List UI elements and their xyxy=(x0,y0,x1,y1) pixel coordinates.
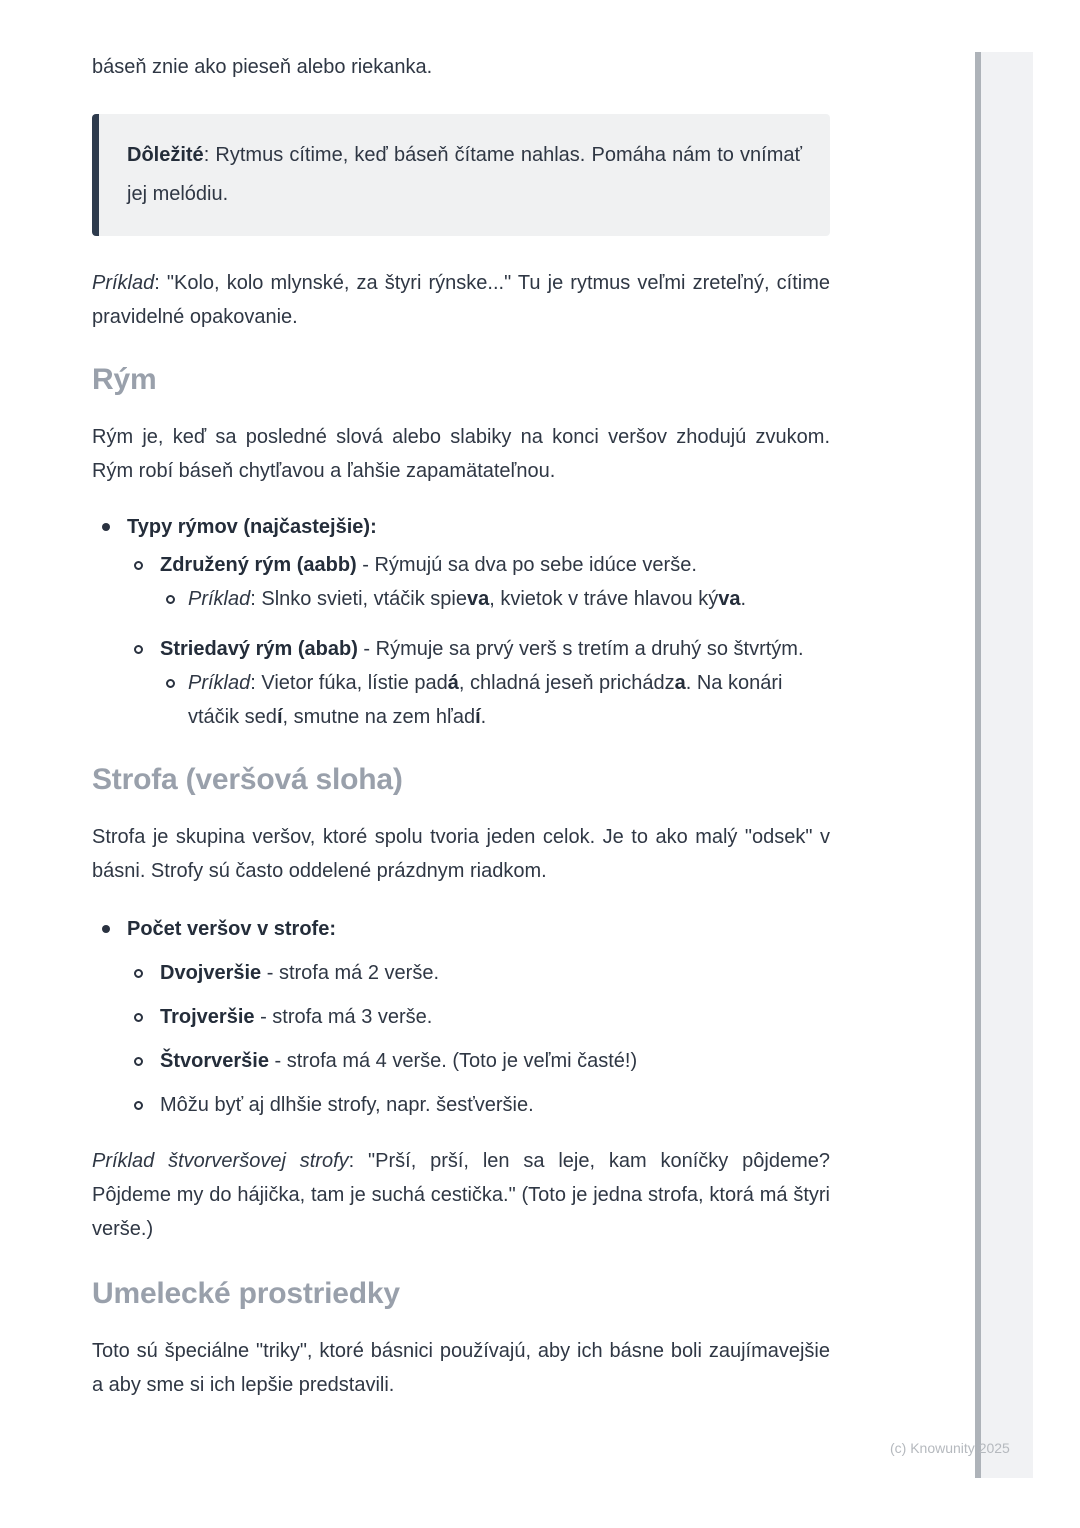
list-item-stvorversie xyxy=(92,1044,830,1078)
list-item-zdruzeny-example xyxy=(92,582,830,616)
list-item-text: Dvojveršie - strofa má 2 verše. xyxy=(160,962,440,984)
umelecke-intro-paragraph: Toto sú špeciálne "triky", ktoré básnici používajú, aby ich básne boli zaujímavejšie a aby sme si ich lepšie predstavili. xyxy=(92,1340,830,1396)
list-item-striedavy-rym xyxy=(92,632,830,666)
list-item-text: Trojveršie - strofa má 3 verše. xyxy=(160,1006,433,1028)
rym-types-list xyxy=(92,510,830,734)
list-item-rym-types-title xyxy=(92,510,830,544)
circle-bullet-icon xyxy=(134,1044,160,1066)
list-item-zdruzeny-rym xyxy=(92,548,830,582)
rhythm-example-paragraph: Príklad: "Kolo, kolo mlynské, za štyri rýnske..." Tu je rytmus veľmi zreteľný, cítime pravidelné opakovanie. xyxy=(92,272,830,328)
circle-bullet-icon xyxy=(134,632,160,654)
document-content xyxy=(92,0,830,1402)
important-callout: Dôležité: Rytmus cítime, keď báseň čítame nahlas. Pomáha nám to vnímať jej melódiu. xyxy=(92,114,830,236)
circle-bullet-icon xyxy=(134,956,160,978)
list-item-text: Striedavý rým (abab) - Rýmuje sa prvý verš s tretím a druhý so štvrtým. xyxy=(160,638,804,660)
section-heading-rym: Rým xyxy=(92,363,157,396)
list-item-dvojversie xyxy=(92,956,830,990)
rym-intro-paragraph: Rým je, keď sa posledné slová alebo slabiky na konci veršov zhodujú zvukom. Rým robí báseň chytľavou a ľahšie zapamätateľnou. xyxy=(92,426,830,482)
circle-bullet-icon xyxy=(134,1088,160,1110)
strofa-intro-paragraph: Strofa je skupina veršov, ktoré spolu tvoria jeden celok. Je to ako malý "odsek" v básni. Strofy sú často oddelené prázdnym riadkom. xyxy=(92,826,830,882)
list-item-label: Typy rýmov (najčastejšie): xyxy=(127,516,377,538)
list-item-text: Môžu byť aj dlhšie strofy, napr. šesťveršie. xyxy=(160,1094,534,1116)
section-heading-umelecke: Umelecké prostriedky xyxy=(92,1277,400,1310)
list-item-text: Príklad: Slnko svieti, vtáčik spieva, kvietok v tráve hlavou kýva. xyxy=(188,588,747,610)
list-item-text: Štvorveršie - strofa má 4 verše. (Toto je veľmi časté!) xyxy=(160,1050,638,1072)
scrollbar-track[interactable] xyxy=(981,52,1033,1478)
disc-bullet-icon xyxy=(102,912,127,933)
strofa-list xyxy=(92,912,830,1122)
disc-bullet-icon xyxy=(102,510,127,531)
section-heading-strofa: Strofa (veršová sloha) xyxy=(92,763,403,796)
scrollbar-thumb[interactable] xyxy=(975,52,981,1478)
strofa-example-paragraph: Príklad štvorveršovej strofy: "Prší, prší, len sa leje, kam koníčky pôjdeme? Pôjdeme my do hájička, tam je suchá cestička." (Toto je jedna strofa, ktorá má štyri verše.) xyxy=(92,1150,830,1240)
intro-paragraph: báseň znie ako pieseň alebo riekanka. xyxy=(92,56,433,78)
list-item-strofa-title xyxy=(92,912,830,946)
circle-bullet-icon xyxy=(134,1000,160,1022)
list-item-label: Počet veršov v strofe: xyxy=(127,918,336,940)
circle-bullet-icon xyxy=(166,666,188,688)
copyright-notice: (c) Knowunity 2025 xyxy=(890,1440,1010,1456)
list-item-text: Združený rým (aabb) - Rýmujú sa dva po sebe idúce verše. xyxy=(160,554,697,576)
circle-bullet-icon xyxy=(166,582,188,604)
list-item-text: Príklad: Vietor fúka, lístie padá, chladná jeseň prichádza. Na konári vtáčik sedí, smutne na zem hľadí. xyxy=(188,672,783,728)
list-item-dlhsie-strofy xyxy=(92,1088,830,1122)
circle-bullet-icon xyxy=(134,548,160,570)
list-item-trojversie xyxy=(92,1000,830,1034)
list-item-striedavy-example xyxy=(92,666,830,734)
